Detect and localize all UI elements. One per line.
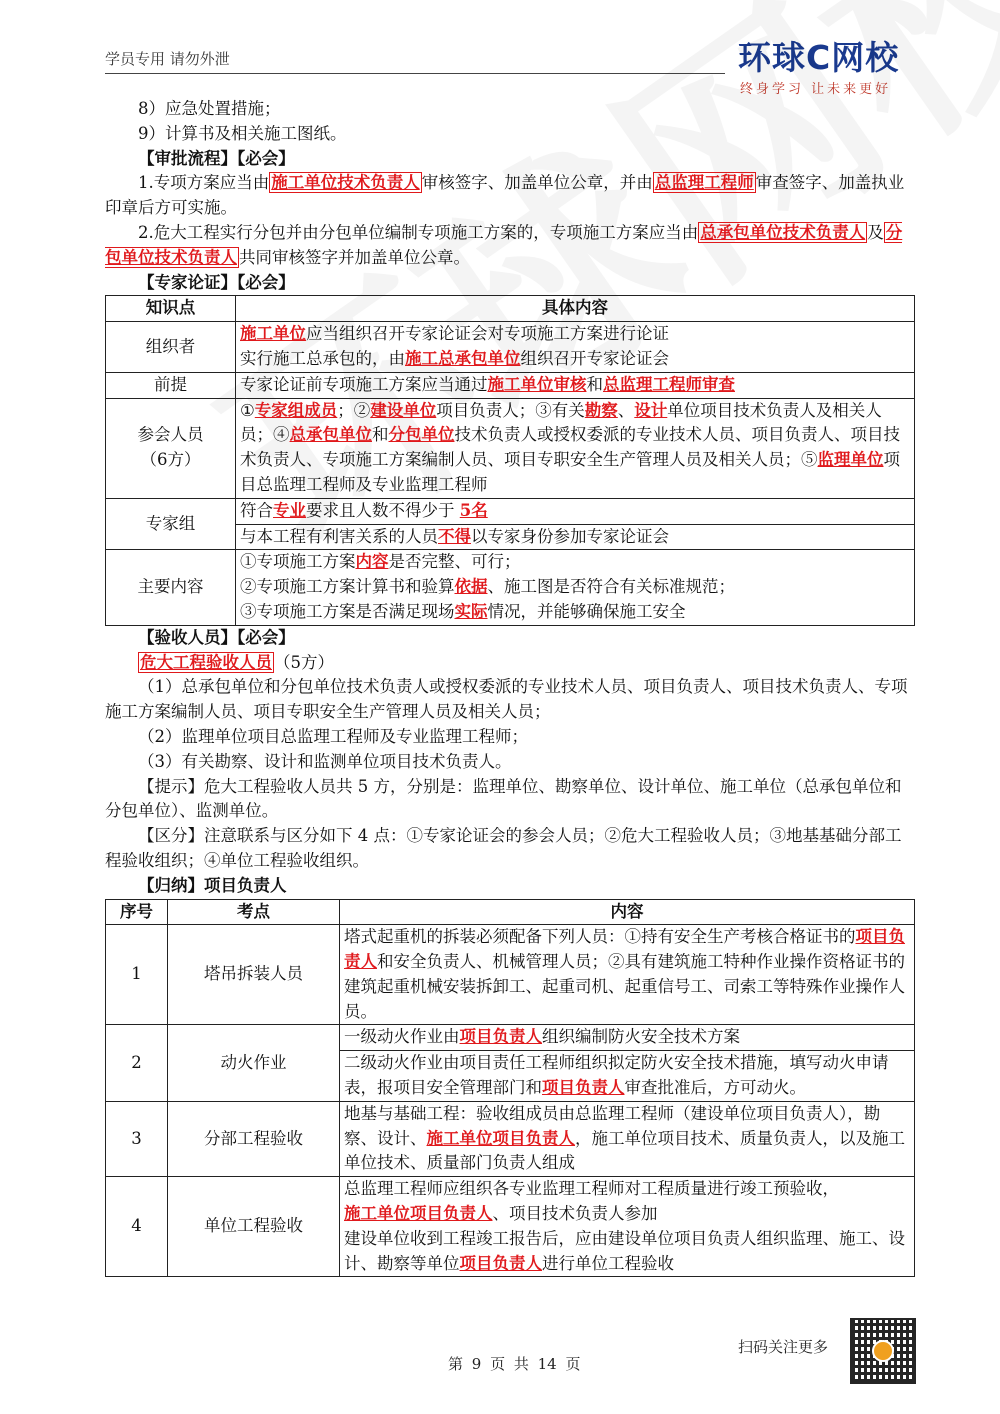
row-number: 3 bbox=[106, 1101, 168, 1176]
list-item: （1）总承包单位和分包单位技术负责人或授权委派的专业技术人员、项目负责人、项目技术负责人、专项施工方案编制人员、项目专职安全生产管理人员及相关人员； bbox=[105, 677, 908, 722]
row-content: ①专项施工方案内容是否完整、可行； ②专项施工方案计算书和验算依据、施工图是否符合有关标准规范； ③专项施工方案是否满足现场实际情况，并能够确保施工安全 bbox=[236, 550, 915, 625]
table-row bbox=[106, 398, 915, 498]
row-topic: 单位工程验收 bbox=[168, 1177, 340, 1277]
header-notice: 学员专用 请勿外泄 bbox=[105, 50, 230, 68]
table-header: 考点 bbox=[168, 899, 340, 925]
row-label: 参会人员 （6方） bbox=[106, 398, 236, 498]
logo-slogan: 终身学习 让未来更好 bbox=[740, 82, 892, 97]
paragraph: 危大工程验收人员 （5方） bbox=[140, 652, 334, 672]
paragraph: 2.危大工程实行分包并由分包单位编制专项施工方案的，专项施工方案应当由 总承包单位技术负责人 及 分包单位技术负责人 共同审核签字并加盖单位公章。 bbox=[105, 222, 903, 267]
tip-paragraph: 【提示】危大工程验收人员共 5 方，分别是：监理单位、勘察单位、设计单位、施工单位（总承包单位和分包单位）、监测单位。 bbox=[105, 776, 902, 821]
row-number: 4 bbox=[106, 1177, 168, 1277]
row-topic: 动火作业 bbox=[168, 1025, 340, 1101]
table-row bbox=[106, 372, 915, 398]
row-content: 施工单位应当组织召开专家论证会对专项施工方案进行论证 实行施工总承包的，由施工总承包单位组织召开专家论证会 bbox=[236, 322, 915, 373]
row-content: 专家论证前专项施工方案应当通过施工单位审核和总监理工程师审查 bbox=[236, 372, 915, 398]
row-content: 符合专业要求且人数不得少于 5名 与本工程有利害关系的人员不得以专家身份参加专家论证会 bbox=[236, 498, 915, 550]
table-header: 具体内容 bbox=[236, 296, 915, 322]
table-row bbox=[106, 550, 915, 625]
table-row bbox=[106, 1177, 915, 1277]
list-item: 9）计算书及相关施工图纸。 bbox=[138, 123, 347, 143]
table-header: 序号 bbox=[106, 899, 168, 925]
document-body bbox=[105, 97, 915, 1277]
page-number: 第 9 页 共 14 页 bbox=[448, 1355, 581, 1373]
row-content: 塔式起重机的拆装必须配备下列人员：①持有安全生产考核合格证书的项目负责人和安全负责人、机械管理人员；②具有建筑施工特种作业操作资格证书的建筑起重机械安装拆卸工、起重司机、起重信号工、司索工等特殊作业操作人员。 bbox=[340, 925, 915, 1025]
logo-main-text: 环球C网校 bbox=[738, 38, 900, 77]
table-header: 知识点 bbox=[106, 296, 236, 322]
row-label: 前提 bbox=[106, 372, 236, 398]
section-heading: 【专家论证】【必会】 bbox=[138, 272, 295, 292]
distinction-paragraph: 【区分】注意联系与区分如下 4 点：①专家论证会的参会人员；②危大工程验收人员；③地基基础分部工程验收组织；④单位工程验收组织。 bbox=[105, 826, 902, 870]
section-heading: 【验收人员】【必会】 bbox=[138, 627, 295, 647]
row-label: 专家组 bbox=[106, 498, 236, 550]
table-header-row bbox=[106, 296, 915, 322]
row-label: 组织者 bbox=[106, 322, 236, 373]
summary-table bbox=[105, 899, 915, 1278]
table-header-row bbox=[106, 899, 915, 925]
table-row bbox=[106, 925, 915, 1025]
header-rule bbox=[105, 73, 725, 74]
row-number: 2 bbox=[106, 1025, 168, 1101]
table-row bbox=[106, 498, 915, 550]
table-row bbox=[106, 322, 915, 373]
table-row bbox=[106, 1025, 915, 1101]
row-content: 一级动火作业由项目负责人组织编制防火安全技术方案 二级动火作业由项目责任工程师组织拟定防火安全技术措施，填写动火申请表，报项目安全管理部门和项目负责人审查批准后，方可动火。 bbox=[340, 1025, 915, 1101]
list-item: （2）监理单位项目总监理工程师及专业监理工程师； bbox=[138, 726, 528, 746]
list-item: （3）有关勘察、设计和监测单位项目技术负责人。 bbox=[138, 751, 512, 771]
list-item: 8）应急处置措施； bbox=[138, 99, 281, 118]
brand-logo bbox=[738, 38, 918, 97]
expert-table bbox=[105, 295, 915, 625]
qr-logo-icon bbox=[872, 1340, 894, 1362]
section-heading: 【审批流程】【必会】 bbox=[138, 148, 295, 168]
row-content: ①专家组成员；②建设单位项目负责人；③有关勘察、设计单位项目技术负责人及相关人员；④总承包单位和分包单位技术负责人或授权委派的专业技术人员、项目负责人、项目技术负责人、专项施工方案编制人员、项目专职安全生产管理人员及相关人员；⑤监理单位项目总监理工程师及专业监理工程师 bbox=[236, 398, 915, 498]
row-topic: 分部工程验收 bbox=[168, 1101, 340, 1176]
qr-caption: 扫码关注更多 bbox=[738, 1338, 829, 1356]
row-number: 1 bbox=[106, 925, 168, 1025]
row-topic: 塔吊拆装人员 bbox=[168, 925, 340, 1025]
row-content: 地基与基础工程：验收组成员由总监理工程师（建设单位项目负责人），勘察、设计、施工单位项目负责人，施工单位项目技术、质量负责人，以及施工单位技术、质量部门负责人组成 bbox=[340, 1101, 915, 1176]
section-heading: 【归纳】项目负责人 bbox=[138, 875, 287, 895]
row-label: 主要内容 bbox=[106, 550, 236, 625]
table-header: 内容 bbox=[340, 899, 915, 925]
table-row bbox=[106, 1101, 915, 1176]
paragraph: 1.专项方案应当由 施工单位技术负责人 审核签字、加盖单位公章，并由 总监理工程师 审查签字、加盖执业印章后方可实施。 bbox=[105, 173, 905, 218]
row-content: 总监理工程师应组织各专业监理工程师对工程质量进行竣工预验收， 施工单位项目负责人、项目技术负责人参加 建设单位收到工程竣工报告后，应由建设单位项目负责人组织监理、施工、设计、勘察等单位项目负责人进行单位工程验收 bbox=[340, 1177, 915, 1277]
